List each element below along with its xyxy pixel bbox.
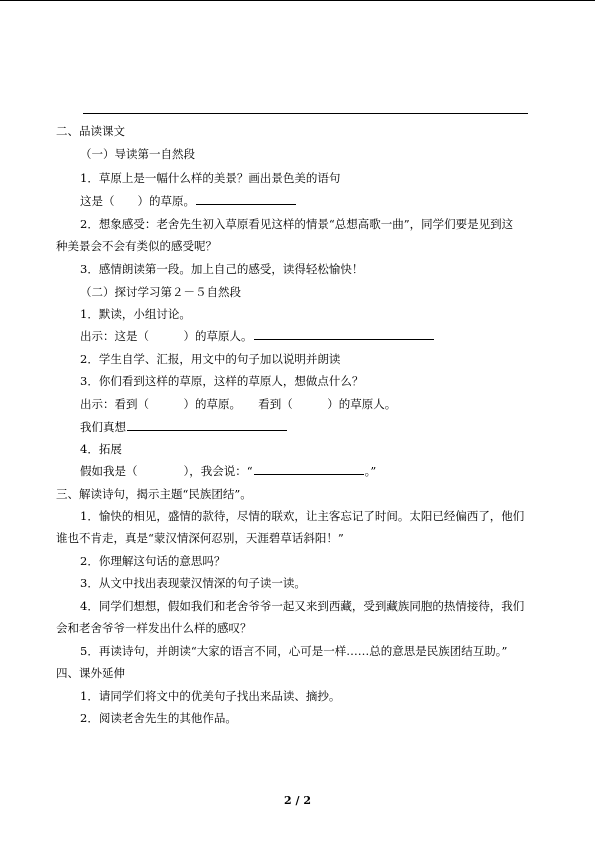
- text-line: [0, 328, 595, 344]
- text-segment: 我们真想: [80, 420, 126, 434]
- text-segment: 1．草原上是一幅什么样的美景？画出景色美的语句: [80, 171, 341, 185]
- text-segment: 1．请同学们将文中的优美句子找出来品读、摘抄。: [80, 689, 341, 703]
- text-segment: （一）导读第一自然段: [80, 147, 195, 161]
- text-segment: 4．同学们想想，假如我们和老舍爷爷一起又来到西藏，受到藏族同胞的热情接待，我们: [80, 599, 525, 613]
- answer-blank: [254, 463, 364, 475]
- text-line: [0, 463, 595, 479]
- text-segment: （二）探讨学习第２－５自然段: [80, 285, 241, 299]
- text-line: [0, 553, 595, 569]
- text-line: [0, 261, 595, 277]
- text-segment: 这是（ ）的草原。: [80, 194, 195, 208]
- text-segment: 出示：看到（ ）的草原。 看到（ ）的草原人。: [80, 397, 397, 411]
- text-segment: 谁也不肯走，真是“蒙汉情深何忍别，天涯碧草话斜阳！”: [56, 531, 344, 545]
- text-segment: 4．拓展: [80, 442, 122, 456]
- text-line: [0, 620, 595, 636]
- text-line: [0, 665, 595, 681]
- text-line: [0, 373, 595, 389]
- text-line: [0, 643, 595, 659]
- text-segment: 3．感情朗读第一段。加上自己的感受，读得轻松愉快！: [80, 262, 364, 276]
- text-line: [0, 284, 595, 300]
- text-line: [0, 710, 595, 726]
- text-line: [0, 170, 595, 186]
- text-segment: 会和老舍爷爷一样发出什么样的感叹？: [56, 621, 252, 635]
- text-line: [0, 193, 595, 209]
- text-line: [0, 508, 595, 524]
- text-line: [0, 486, 595, 502]
- text-line: [0, 598, 595, 614]
- top-border: [0, 0, 595, 1]
- text-segment: 假如我是（ ），我会说：“: [80, 464, 253, 478]
- text-line: [0, 146, 595, 162]
- text-line: [0, 688, 595, 704]
- text-segment: 5．再读诗句，并朗读“大家的语言不同，心可是一样……总的意思是民族团结互助。”: [80, 644, 508, 658]
- text-segment: 种美景会不会有类似的感受呢？: [56, 239, 217, 253]
- text-line: [0, 238, 595, 254]
- text-line: [0, 306, 595, 322]
- text-segment: 2．你理解这句话的意思吗？: [80, 554, 226, 568]
- text-line: [0, 530, 595, 546]
- answer-blank: [127, 419, 287, 431]
- header-rule: [83, 113, 528, 114]
- text-segment: 。”: [364, 464, 377, 478]
- text-segment: 2．学生自学、汇报，用文中的句子加以说明并朗读: [80, 352, 341, 366]
- text-line: [0, 351, 595, 367]
- text-segment: 四、课外延伸: [56, 666, 125, 680]
- text-line: [0, 216, 595, 232]
- text-segment: 3．你们看到这样的草原，这样的草原人，想做点什么？: [80, 374, 364, 388]
- text-segment: 三、解读诗句，揭示主题“民族团结”。: [56, 487, 252, 501]
- answer-blank: [254, 328, 434, 340]
- text-line: [0, 123, 595, 139]
- text-segment: 出示：这是（ ）的草原人。: [80, 329, 253, 343]
- text-line: [0, 441, 595, 457]
- page-number: 2 / 2: [284, 794, 311, 807]
- text-segment: 2．阅读老舍先生的其他作品。: [80, 711, 237, 725]
- text-segment: 1．愉快的相见，盛情的款待，尽情的联欢，让主客忘记了时间。太阳已经偏西了，他们: [80, 509, 525, 523]
- text-segment: 2．想象感受：老舍先生初入草原看见这样的情景“总想高歌一曲”，同学们要是见到这: [80, 217, 514, 231]
- text-line: [0, 575, 595, 591]
- text-line: [0, 419, 595, 435]
- text-line: [0, 396, 595, 412]
- answer-blank: [196, 193, 296, 205]
- text-segment: 1．默读，小组讨论。: [80, 307, 191, 321]
- text-segment: 3．从文中找出表现蒙汉情深的句子读一读。: [80, 576, 306, 590]
- text-segment: 二、品读课文: [56, 124, 125, 138]
